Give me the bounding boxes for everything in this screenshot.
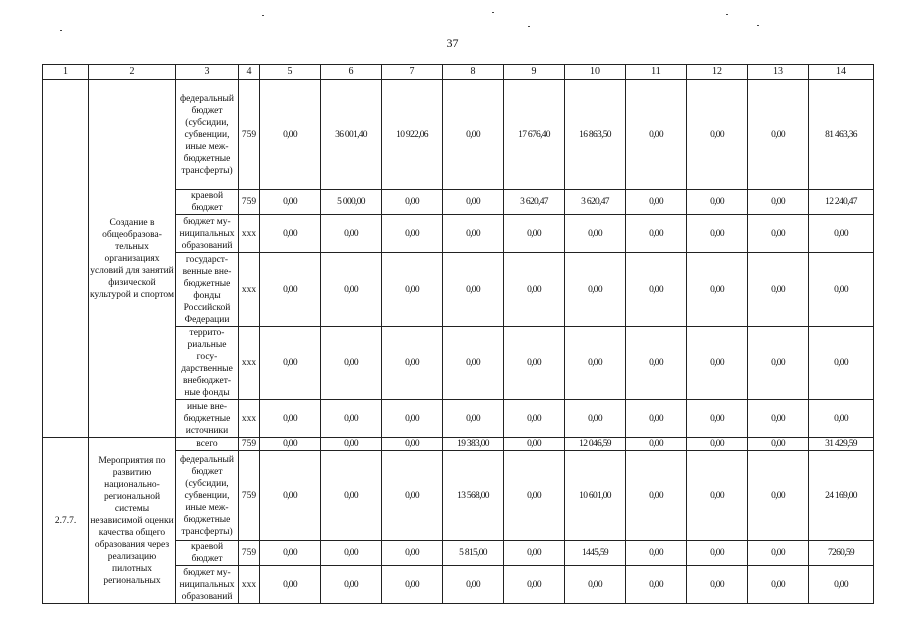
section-code: 2.7.7. xyxy=(43,438,89,604)
amount-cell: 10 601,00 xyxy=(565,451,626,541)
amount-cell: 0,00 xyxy=(687,253,748,327)
amount-cell: 24 169,00 xyxy=(809,451,874,541)
column-number: 4 xyxy=(239,65,260,80)
amount-cell: 0,00 xyxy=(687,438,748,451)
amount-cell: 0,00 xyxy=(809,215,874,253)
amount-cell: 0,00 xyxy=(748,451,809,541)
amount-cell: 0,00 xyxy=(260,215,321,253)
funding-source: бюджет му-ниципальных образований xyxy=(176,566,239,604)
amount-cell: 0,00 xyxy=(565,327,626,400)
amount-cell: 0,00 xyxy=(748,190,809,215)
amount-cell: 0,00 xyxy=(626,438,687,451)
amount-cell: 10 922,06 xyxy=(382,80,443,190)
scan-speck xyxy=(726,14,728,15)
amount-cell: 0,00 xyxy=(626,253,687,327)
amount-cell: 0,00 xyxy=(687,190,748,215)
column-number: 10 xyxy=(565,65,626,80)
amount-cell: 0,00 xyxy=(748,215,809,253)
scan-speck xyxy=(60,30,62,31)
table-row xyxy=(43,80,874,190)
amount-cell: 0,00 xyxy=(748,327,809,400)
amount-cell: 0,00 xyxy=(626,400,687,438)
column-number: 2 xyxy=(89,65,176,80)
column-number: 7 xyxy=(382,65,443,80)
section-name: Создание в общеобразова-тельных организациях условий для занятий физической культурой и спортом xyxy=(89,80,176,438)
amount-cell: 0,00 xyxy=(504,400,565,438)
amount-cell: 17 676,40 xyxy=(504,80,565,190)
amount-cell: 12 240,47 xyxy=(809,190,874,215)
amount-cell: 0,00 xyxy=(321,438,382,451)
amount-cell: 0,00 xyxy=(443,400,504,438)
column-number: 8 xyxy=(443,65,504,80)
kbk-code: xxx xyxy=(239,400,260,438)
amount-cell: 0,00 xyxy=(504,327,565,400)
amount-cell: 0,00 xyxy=(321,451,382,541)
kbk-code: xxx xyxy=(239,327,260,400)
amount-cell: 0,00 xyxy=(382,190,443,215)
amount-cell: 0,00 xyxy=(626,541,687,566)
amount-cell: 16 863,50 xyxy=(565,80,626,190)
column-number: 14 xyxy=(809,65,874,80)
column-number: 12 xyxy=(687,65,748,80)
column-number: 11 xyxy=(626,65,687,80)
amount-cell: 0,00 xyxy=(687,541,748,566)
amount-cell: 0,00 xyxy=(321,541,382,566)
amount-cell: 12 046,59 xyxy=(565,438,626,451)
amount-cell: 0,00 xyxy=(382,541,443,566)
column-number: 9 xyxy=(504,65,565,80)
amount-cell: 0,00 xyxy=(382,327,443,400)
scan-speck xyxy=(262,15,264,16)
amount-cell: 0,00 xyxy=(687,80,748,190)
amount-cell: 19 383,00 xyxy=(443,438,504,451)
amount-cell: 0,00 xyxy=(443,566,504,604)
budget-table xyxy=(42,64,874,604)
amount-cell: 3 620,47 xyxy=(504,190,565,215)
amount-cell: 7260,59 xyxy=(809,541,874,566)
amount-cell: 0,00 xyxy=(748,438,809,451)
amount-cell: 0,00 xyxy=(809,253,874,327)
amount-cell: 5 815,00 xyxy=(443,541,504,566)
amount-cell: 0,00 xyxy=(382,566,443,604)
amount-cell: 0,00 xyxy=(260,327,321,400)
amount-cell: 0,00 xyxy=(260,80,321,190)
kbk-code: xxx xyxy=(239,253,260,327)
amount-cell: 0,00 xyxy=(504,566,565,604)
amount-cell: 0,00 xyxy=(321,253,382,327)
amount-cell: 0,00 xyxy=(687,215,748,253)
kbk-code: 759 xyxy=(239,438,260,451)
amount-cell: 0,00 xyxy=(443,215,504,253)
column-number: 1 xyxy=(43,65,89,80)
kbk-code: 759 xyxy=(239,190,260,215)
kbk-code: 759 xyxy=(239,80,260,190)
amount-cell: 0,00 xyxy=(382,400,443,438)
funding-source: иные вне-бюджетные источники xyxy=(176,400,239,438)
amount-cell: 0,00 xyxy=(565,215,626,253)
amount-cell: 0,00 xyxy=(321,215,382,253)
amount-cell: 0,00 xyxy=(382,451,443,541)
amount-cell: 0,00 xyxy=(504,253,565,327)
funding-source: всего xyxy=(176,438,239,451)
amount-cell: 36 001,40 xyxy=(321,80,382,190)
section-code xyxy=(43,80,89,438)
amount-cell: 0,00 xyxy=(321,566,382,604)
funding-source: террито-риальные госу-дарственные внебюджет-ные фонды xyxy=(176,327,239,400)
scan-speck xyxy=(528,26,530,27)
amount-cell: 0,00 xyxy=(626,566,687,604)
amount-cell: 1445,59 xyxy=(565,541,626,566)
funding-source: краевой бюджет xyxy=(176,190,239,215)
amount-cell: 0,00 xyxy=(443,327,504,400)
amount-cell: 0,00 xyxy=(748,541,809,566)
column-number: 6 xyxy=(321,65,382,80)
funding-source: федеральный бюджет (субсидии, субвенции, иные меж-бюджетные трансферты) xyxy=(176,80,239,190)
amount-cell: 0,00 xyxy=(260,566,321,604)
amount-cell: 0,00 xyxy=(687,400,748,438)
amount-cell: 0,00 xyxy=(504,451,565,541)
column-number: 3 xyxy=(176,65,239,80)
page-number: 37 xyxy=(446,36,459,50)
amount-cell: 0,00 xyxy=(565,253,626,327)
amount-cell: 0,00 xyxy=(504,215,565,253)
amount-cell: 5 000,00 xyxy=(321,190,382,215)
amount-cell: 0,00 xyxy=(748,566,809,604)
amount-cell: 0,00 xyxy=(626,327,687,400)
amount-cell: 0,00 xyxy=(321,327,382,400)
section-name: Мероприятия по развитию национально-региональной системы независимой оценки качества общего образования через реализацию пилотных региональных xyxy=(89,438,176,604)
funding-source: краевой бюджет xyxy=(176,541,239,566)
amount-cell: 0,00 xyxy=(809,327,874,400)
scan-speck xyxy=(492,12,494,13)
amount-cell: 0,00 xyxy=(443,190,504,215)
amount-cell: 0,00 xyxy=(382,215,443,253)
kbk-code: 759 xyxy=(239,451,260,541)
amount-cell: 81 463,36 xyxy=(809,80,874,190)
amount-cell: 13 568,00 xyxy=(443,451,504,541)
funding-source: федеральный бюджет (субсидии, субвенции, иные меж-бюджетные трансферты) xyxy=(176,451,239,541)
amount-cell: 0,00 xyxy=(565,566,626,604)
column-number: 5 xyxy=(260,65,321,80)
amount-cell: 0,00 xyxy=(260,451,321,541)
amount-cell: 31 429,59 xyxy=(809,438,874,451)
amount-cell: 0,00 xyxy=(626,80,687,190)
kbk-code: 759 xyxy=(239,541,260,566)
amount-cell: 0,00 xyxy=(443,80,504,190)
column-number: 13 xyxy=(748,65,809,80)
amount-cell: 0,00 xyxy=(565,400,626,438)
amount-cell: 0,00 xyxy=(809,400,874,438)
amount-cell: 0,00 xyxy=(504,541,565,566)
amount-cell: 0,00 xyxy=(748,80,809,190)
funding-source: государст-венные вне-бюджетные фонды Российской Федерации xyxy=(176,253,239,327)
amount-cell: 3 620,47 xyxy=(565,190,626,215)
amount-cell: 0,00 xyxy=(748,253,809,327)
amount-cell: 0,00 xyxy=(321,400,382,438)
kbk-code: xxx xyxy=(239,566,260,604)
amount-cell: 0,00 xyxy=(748,400,809,438)
amount-cell: 0,00 xyxy=(260,253,321,327)
scan-speck xyxy=(757,25,759,26)
amount-cell: 0,00 xyxy=(809,566,874,604)
amount-cell: 0,00 xyxy=(382,438,443,451)
amount-cell: 0,00 xyxy=(687,566,748,604)
amount-cell: 0,00 xyxy=(260,541,321,566)
amount-cell: 0,00 xyxy=(626,215,687,253)
table-row xyxy=(43,438,874,451)
amount-cell: 0,00 xyxy=(626,190,687,215)
amount-cell: 0,00 xyxy=(443,253,504,327)
amount-cell: 0,00 xyxy=(626,451,687,541)
amount-cell: 0,00 xyxy=(260,190,321,215)
amount-cell: 0,00 xyxy=(687,327,748,400)
funding-source: бюджет му-ниципальных образований xyxy=(176,215,239,253)
amount-cell: 0,00 xyxy=(260,438,321,451)
amount-cell: 0,00 xyxy=(504,438,565,451)
amount-cell: 0,00 xyxy=(260,400,321,438)
amount-cell: 0,00 xyxy=(382,253,443,327)
column-number-row xyxy=(43,65,874,80)
amount-cell: 0,00 xyxy=(687,451,748,541)
kbk-code: xxx xyxy=(239,215,260,253)
